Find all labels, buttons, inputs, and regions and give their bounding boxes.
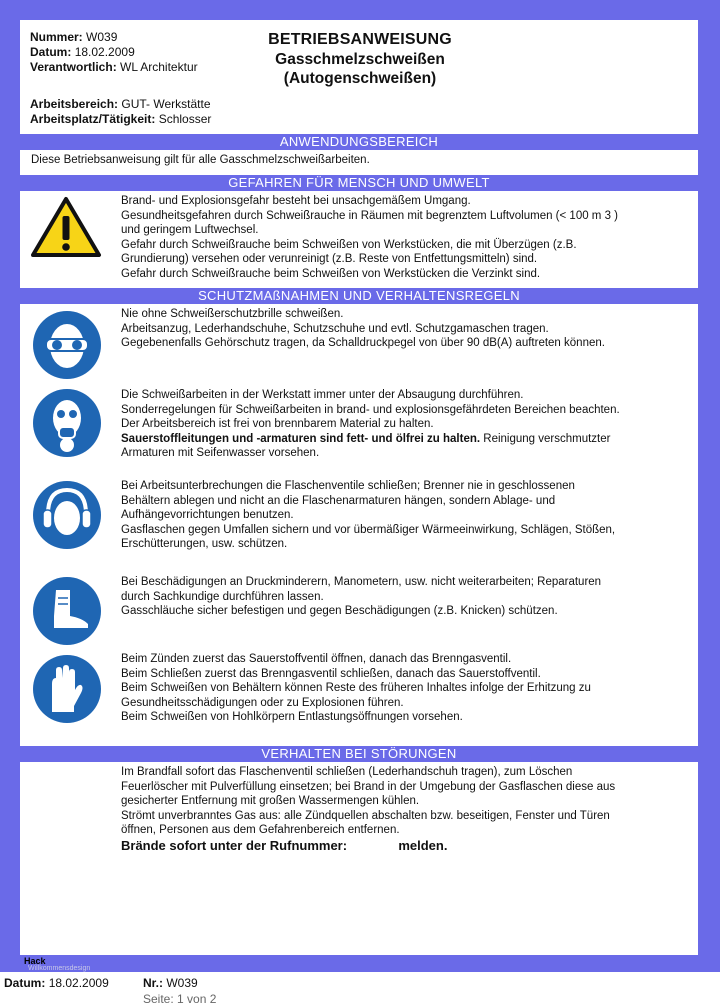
schutz-group-1: Nie ohne Schweißerschutzbrille schweißen. Arbeitsanzug, Lederhandschuhe, Schutzschuhe und evtl. Schutzgamaschen tragen. Gegebenenfalls Gehörschutz tragen, da Schalldruckpegel von über 90 dB(A) auftreten können. — [121, 308, 605, 350]
document-sheet — [20, 20, 698, 955]
signature-label: Hack — [24, 956, 46, 966]
section-heading-stoerungen: VERHALTEN BEI STÖRUNGEN — [20, 746, 698, 762]
meta-verantwortlich: Verantwortlich: WL Architektur — [30, 60, 198, 74]
page-subtitle: Gasschmelzschweißen — [275, 51, 445, 68]
section-heading-schutzmassnahmen: SCHUTZMAßNAHMEN UND VERHALTENSREGELN — [20, 288, 698, 304]
meta-arbeitsbereich: Arbeitsbereich: GUT- Werkstätte — [30, 97, 211, 111]
gefahren-text: Brand- und Explosionsgefahr besteht bei unsachgemäßem Umgang. Gesundheitsgefahren durch Schweißrauche in Räumen mit begrenztem Luftvolumen (< 100 m 3 ) und geringem Luftwechsel. Gefahr durch Schweißrauche beim Schweißen von Werkstücken, die mit Überzügen (z.B. Grundierung) versehen oder verunreinigt (z.B. Reste von Entfettungsmitteln) sind. Gefahr durch Schweißrauche beim Schweißen von Werkstücken die Verzinkt sind. — [121, 195, 618, 280]
section-heading-gefahren: GEFAHREN FÜR MENSCH UND UMWELT — [20, 175, 698, 191]
document-footer — [0, 972, 720, 1003]
meta-datum: Datum: 18.02.2009 — [30, 45, 135, 59]
safety-glove-icon — [32, 654, 102, 724]
meta-arbeitsplatz: Arbeitsplatz/Tätigkeit: Schlosser — [30, 112, 212, 126]
meta-top — [30, 30, 198, 75]
section-heading-anwendungsbereich: ANWENDUNGSBEREICH — [20, 134, 698, 150]
meta-nummer: Nummer: W039 — [30, 30, 118, 44]
schutz-group-4: Bei Beschädigungen an Druckminderern, Manometern, usw. nicht weiterarbeiten; Reparaturen durch Sachkundige durchführen lassen. Gasschläuche sicher befestigen und gegen Beschädigungen (z.B. Knicken) schützen. — [121, 576, 602, 618]
ear-protection-icon — [32, 480, 102, 550]
title-block — [230, 30, 490, 88]
emergency-phone-line: Brände sofort unter der Rufnummer: melden. — [121, 838, 448, 853]
page-subtitle-2: (Autogenschweißen) — [283, 70, 437, 87]
goggles-icon — [32, 310, 102, 380]
schutz-group-3: Bei Arbeitsunterbrechungen die Flaschenventile schließen; Brenner nie in geschlossenen Behältern ablegen und nicht an die Flaschenarmaturen hängen, sondern Ablage- und Aufhängevorrichtungen benutzen. Gasflaschen gegen Umfallen sichern und vor übermäßiger Wärmeeinwirkung, Schlägen, Stößen, Erschütterungen, usw. schützen. — [121, 480, 616, 551]
schutz-group-2: Die Schweißarbeiten in der Werkstatt immer unter der Absaugung durchführen. Sonderregelungen für Schweißarbeiten in brand- und explosionsgefährdeten Bereichen beachten. Der Arbeitsbereich ist frei von brennbarem Material zu halten. Sauerstoffleitungen und -armaturen sind fett- und ölfrei zu halten. Reinigung verschmutzter Armaturen mit Seifenwasser vorsehen. — [121, 389, 620, 460]
footer-date: Datum: 18.02.2009 — [4, 976, 109, 990]
watermark-text: Willkommensdesign — [28, 965, 91, 972]
schutz-group-5: Beim Zünden zuerst das Sauerstoffventil öffnen, danach das Brenngasventil. Beim Schließen zuerst das Brenngasventil schließen, danach das Sauerstoffventil. Beim Schweißen von Behältern können Reste des früheren Inhaltes infolge der Erhitzung zu Gesundheitsschädigungen oder zu Explosionen führen. Beim Schweißen von Hohlkörpern Entlastungsöffnungen vorsehen. — [121, 653, 591, 724]
meta-bottom — [30, 97, 211, 127]
stoerungen-text: Im Brandfall sofort das Flaschenventil schließen (Lederhandschuh tragen), zum Löschen Feuerlöscher mit Pulverfüllung einsetzen; bei Brand in der Umgebung der Gasflaschen diese aus gesicherter Entfernung mit großen Wassermengen kühlen. Strömt unverbranntes Gas aus: alle Zündquellen abschalten bzw. beseitigen, Fenster und Türen öffnen, Personen aus dem Gefahrenbereich entfernen. — [121, 766, 616, 837]
footer-page: Seite: 1 von 2 — [143, 992, 217, 1003]
anwendungsbereich-text: Diese Betriebsanweisung gilt für alle Gasschmelzschweißarbeiten. — [31, 154, 370, 166]
warning-triangle-icon — [30, 196, 102, 258]
footer-number: Nr.: W039 — [143, 976, 198, 990]
document-header — [20, 20, 698, 132]
respirator-mask-icon — [32, 388, 102, 458]
safety-boot-icon — [32, 576, 102, 646]
page-title: BETRIEBSANWEISUNG — [268, 31, 452, 48]
